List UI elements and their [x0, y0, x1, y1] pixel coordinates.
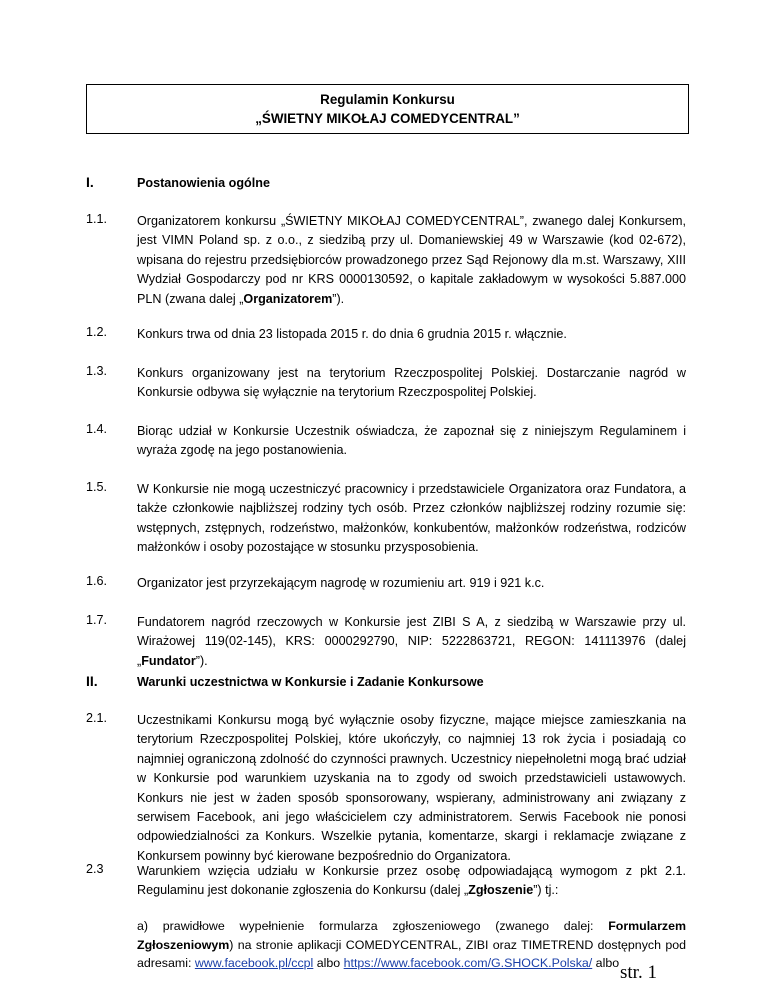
facebook-gshock-link[interactable]: https://www.facebook.com/G.SHOCK.Polska/	[343, 956, 593, 971]
clause-number: 1.2.	[86, 325, 108, 339]
clause-text: Uczestnikami Konkursu mogą być wyłącznie osoby fizyczne, mające miejsce zamieszkania na terytorium Rzeczpospolitej Polskiej, które ukończyły, co najmniej 13 rok życia i posiadają co najmniej ograniczoną zdolność do czynności prawnych. Uczestnicy niepełnoletni mogą brać udział w Konkursie pod warunkiem uzyskania na to zgody od swoich przedstawicieli ustawowych. Konkurs nie jest w żaden sposób sponsorowany, wspierany, administrowany ani związany z serwisem Facebook, ani jego właścicielem czy administratorem. Serwis Facebook nie ponosi odpowiedzialności za Konkurs. Wszelkie pytania, komentarze, skargi i reklamacje związane z Konkursem powinny być kierowane bezpośrednio do Organizatora.	[137, 713, 686, 863]
clause-text: Warunkiem wzięcia udziału w Konkursie przez osobę odpowiadającą wymogom z pkt 2.1. Regulaminu jest dokonanie zgłoszenia do Konkursu (dalej „Zgłoszenie”) tj.:	[137, 864, 686, 898]
clause-text: Konkurs trwa od dnia 23 listopada 2015 r. do dnia 6 grudnia 2015 r. włącznie.	[137, 327, 567, 341]
clause-text: Biorąc udział w Konkursie Uczestnik oświadcza, że zapoznał się z niniejszym Regulaminem i wyraża zgodę na jego postanowienia.	[137, 424, 686, 458]
clause-number: 2.1.	[86, 711, 108, 725]
section-title: Postanowienia ogólne	[137, 176, 270, 190]
section-title: Warunki uczestnictwa w Konkursie i Zadanie Konkursowe	[137, 675, 484, 689]
clause-number: 1.4.	[86, 422, 108, 436]
clause-number: 2.3	[86, 862, 104, 876]
subclause-text: a) prawidłowe wypełnienie formularza zgłoszeniowego (zwanego dalej: Formularzem Zgłoszeniowym) na stronie aplikacji COMEDYCENTRAL, ZIBI oraz TIMETREND dostępnych pod adresami: www.facebook.pl/ccpl albo https://www.facebook.com/G.SHOCK.Polska/ albo	[137, 919, 686, 971]
clause-number: 1.3.	[86, 364, 108, 378]
bold-term: Fundator	[141, 653, 196, 668]
clause-text: Konkurs organizowany jest na terytorium Rzeczpospolitej Polskiej. Dostarczanie nagród w Konkursie odbywa się wyłącznie na terytorium Rzeczpospolitej Polskiej.	[137, 366, 686, 400]
clause-number: 1.6.	[86, 574, 108, 588]
bold-term: Organizatorem	[243, 291, 333, 306]
clause-number: 1.1.	[86, 212, 108, 226]
document-title-box	[86, 84, 689, 134]
title-line-2: „ŚWIETNY MIKOŁAJ COMEDYCENTRAL”	[255, 111, 520, 126]
bold-term: Zgłoszenie	[468, 883, 534, 898]
page-number: str. 1	[620, 962, 657, 983]
clause-number: 1.5.	[86, 480, 108, 494]
facebook-ccpl-link[interactable]: www.facebook.pl/ccpl	[194, 956, 314, 971]
title-line-1: Regulamin Konkursu	[320, 92, 455, 107]
bold-term: Formularzem Zgłoszeniowym	[137, 919, 686, 952]
clause-text: Organizatorem konkursu „ŚWIETNY MIKOŁAJ COMEDYCENTRAL”, zwanego dalej Konkursem, jest VIMN Poland sp. z o.o., z siedzibą przy ul. Domaniewskiej 49 w Warszawie (kod 02-672), wpisana do rejestru przedsiębiorców prowadzonego przez Sąd Rejonowy dla m.st. Warszawy, XIII Wydział Gospodarczy pod nr KRS 0000130592, o kapitale zakładowym w wysokości 5.887.000 PLN (zwana dalej „Organizatorem”).	[137, 214, 686, 306]
section-number: II.	[86, 673, 98, 689]
clause-text: W Konkursie nie mogą uczestniczyć pracownicy i przedstawiciele Organizatora oraz Fundatora, a także członkowie najbliższej rodziny tych osób. Przez członków najbliższej rodziny rozumie się: wstępnych, zstępnych, rodzeństwo, małżonków, konkubentów, małżonków rodzeństwa, rodziców małżonków i osoby pozostające w stosunku przysposobienia.	[137, 482, 686, 555]
clause-text: Fundatorem nagród rzeczowych w Konkursie jest ZIBI S A, z siedzibą w Warszawie przy ul. Wirażowej 119(02-145), KRS: 0000292790, NIP: 5222863721, REGON: 141113976 (dalej „Fundator”).	[137, 615, 686, 668]
section-number: I.	[86, 174, 94, 190]
clause-text: Organizator jest przyrzekającym nagrodę w rozumieniu art. 919 i 921 k.c.	[137, 576, 545, 590]
clause-number: 1.7.	[86, 613, 108, 627]
